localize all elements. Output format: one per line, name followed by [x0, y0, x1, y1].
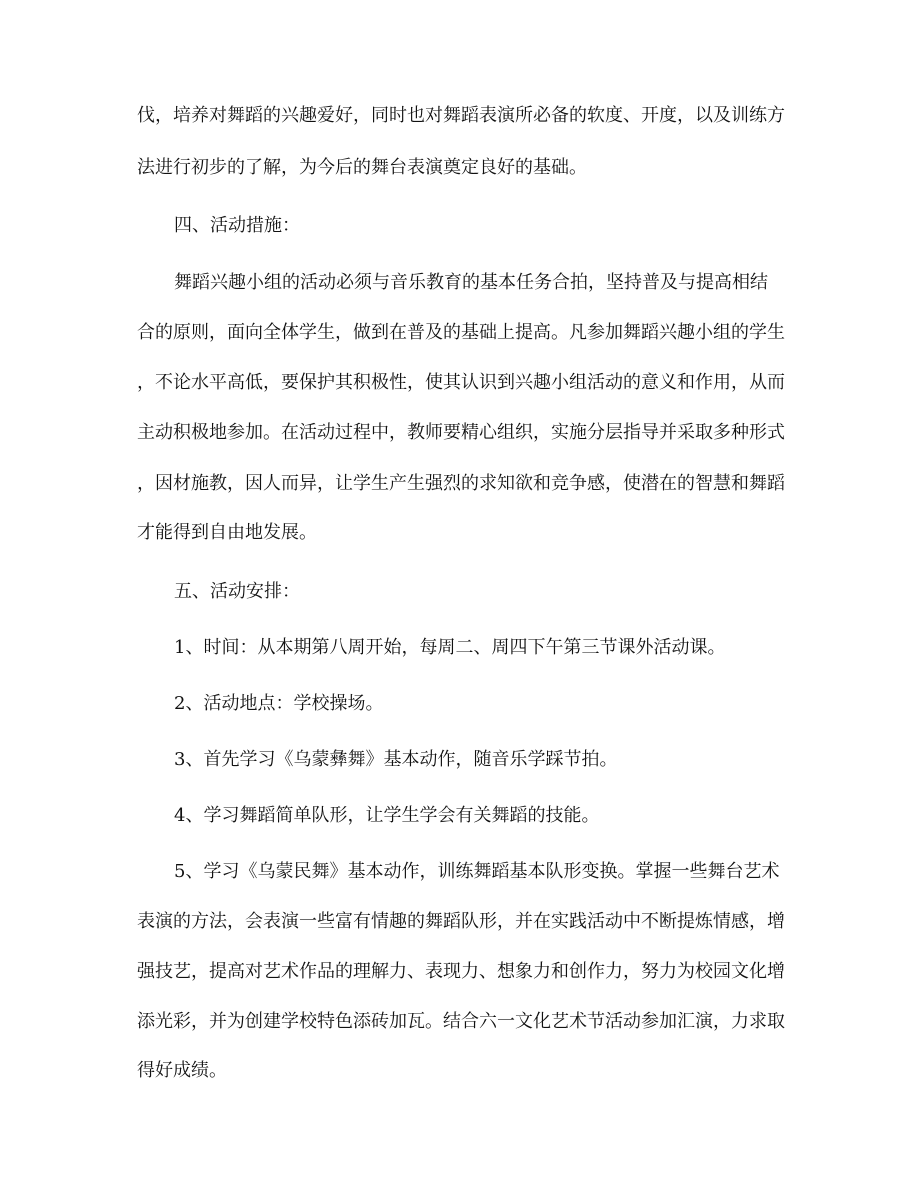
section-heading-measures: 四、活动措施：	[174, 215, 300, 236]
paragraph-line: 伐，培养对舞蹈的兴趣爱好，同时也对舞蹈表演所必备的软度、开度，以及训练方	[137, 105, 785, 126]
list-item: 2、活动地点：学校操场。	[174, 693, 384, 714]
paragraph-line: 舞蹈兴趣小组的活动必须与音乐教育的基本任务合拍，坚持普及与提高相结	[174, 272, 768, 293]
section-heading-arrangement: 五、活动安排：	[174, 581, 300, 602]
paragraph-line: ，不论水平高低，要保护其积极性，使其认识到兴趣小组活动的意义和作用，从而	[137, 372, 785, 393]
paragraph-line: 主动积极地参加。在活动过程中，教师要精心组织，实施分层指导并采取多种形式	[137, 422, 785, 443]
paragraph-line: ，因材施教，因人而异，让学生产生强烈的求知欲和竞争感，使潜在的智慧和舞蹈	[137, 473, 785, 494]
paragraph-line: 才能得到自由地发展。	[137, 522, 317, 543]
paragraph-line: 表演的方法，会表演一些富有情趣的舞蹈队形，并在实践活动中不断提炼情感，增	[137, 911, 785, 932]
paragraph-line: 强技艺，提高对艺术作品的理解力、表现力、想象力和创作力，努力为校园文化增	[137, 961, 785, 982]
paragraph-line: 添光彩，并为创建学校特色添砖加瓦。结合六一文化艺术节活动参加汇演，力求取	[137, 1011, 785, 1032]
paragraph-line: 合的原则，面向全体学生，做到在普及的基础上提高。凡参加舞蹈兴趣小组的学生	[137, 322, 785, 343]
list-item: 1、时间：从本期第八周开始，每周二、周四下午第三节课外活动课。	[174, 637, 726, 658]
list-item: 3、首先学习《乌蒙彝舞》基本动作，随音乐学踩节拍。	[174, 749, 618, 770]
paragraph-line: 法进行初步的了解，为今后的舞台表演奠定良好的基础。	[137, 157, 587, 178]
list-item: 4、学习舞蹈简单队形，让学生学会有关舞蹈的技能。	[174, 805, 600, 826]
list-item: 5、学习《乌蒙民舞》基本动作，训练舞蹈基本队形变换。掌握一些舞台艺术	[174, 861, 780, 882]
paragraph-line: 得好成绩。	[137, 1060, 227, 1081]
